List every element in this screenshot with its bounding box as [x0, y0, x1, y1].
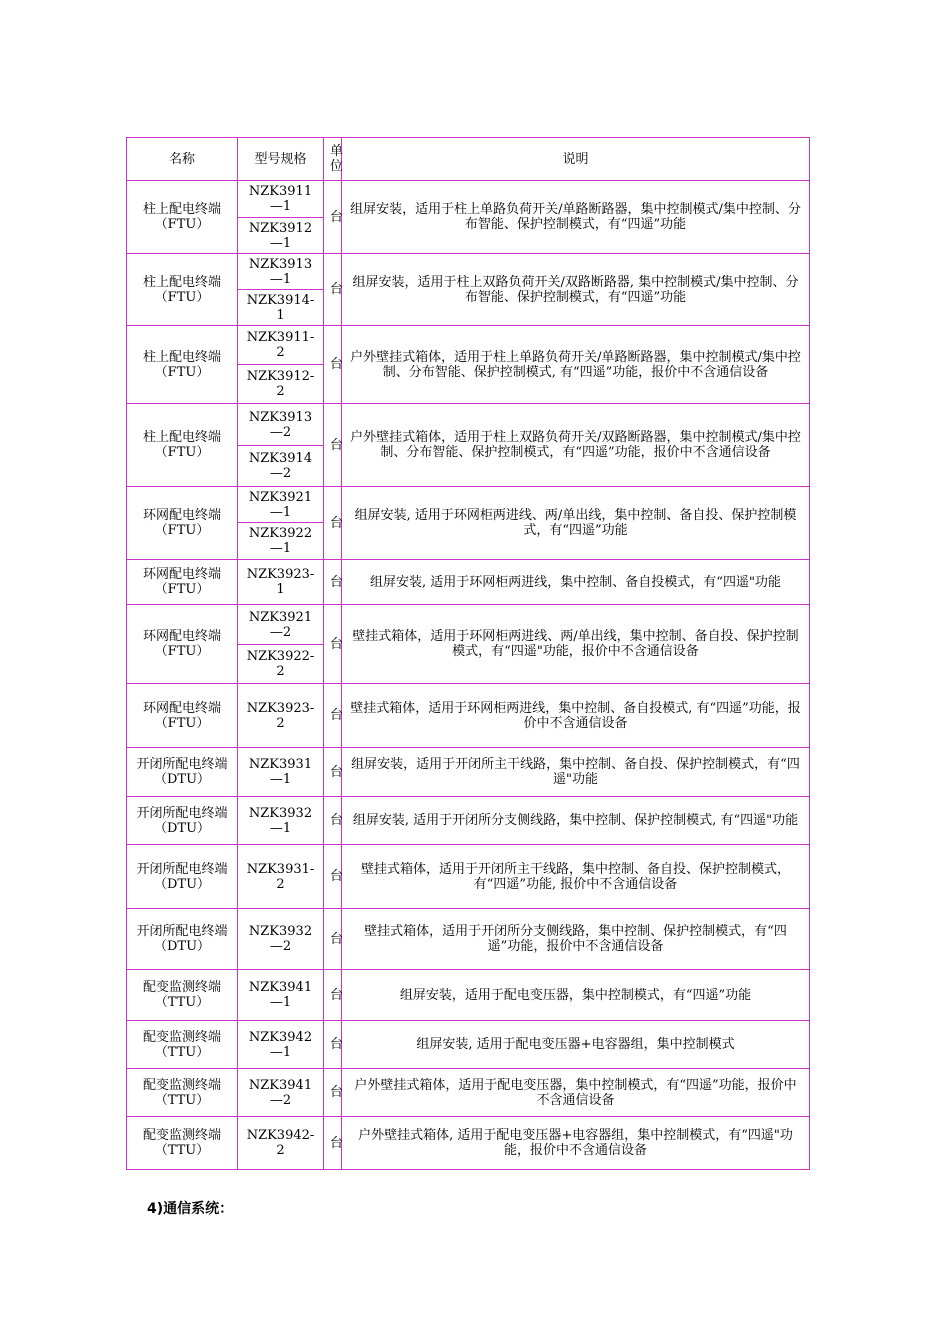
table-row [127, 1021, 810, 1069]
description-cell: 壁挂式箱体，适用于环网柜两进线、两/单出线，集中控制、备自投、保护控制模式，有“四遥"功能，报价中不含通信设备 [342, 605, 810, 684]
name-cell: 开闭所配电终端（DTU） [127, 909, 238, 970]
description-cell: 户外壁挂式箱体, 适用于配电变压器+电容器组，集中控制模式，有“四遥"功能，报价中不含通信设备 [342, 1117, 810, 1170]
unit-cell: 台 [324, 684, 342, 748]
unit-cell: 台 [324, 845, 342, 909]
model-cell: NZK3932—2 [238, 909, 324, 970]
model-cell: NZK3931-2 [238, 845, 324, 909]
model-cell: NZK3922-2 [238, 645, 324, 684]
unit-cell: 台 [324, 1021, 342, 1069]
table-row [127, 748, 810, 797]
unit-cell: 台 [324, 605, 342, 684]
table-row [127, 1117, 810, 1170]
model-cell: NZK3941—1 [238, 970, 324, 1021]
model-cell: NZK3913—1 [238, 254, 324, 290]
model-cell: NZK3912—1 [238, 218, 324, 254]
name-cell: 配变监测终端（TTU） [127, 1021, 238, 1069]
table-row [127, 326, 810, 365]
unit-cell: 台 [324, 560, 342, 605]
name-cell: 环网配电终端（FTU） [127, 560, 238, 605]
description-cell: 组屏安装, 适用于环网柜两进线，集中控制、备自投模式，有“四遥"功能 [342, 560, 810, 605]
header-unit: 单位 [324, 138, 342, 181]
description-cell: 组屏安装，适用于柱上双路负荷开关/双路断路器, 集中控制模式/集中控制、分布智能、保护控制模式，有“四遥”功能 [342, 254, 810, 326]
name-cell: 配变监测终端（TTU） [127, 1069, 238, 1117]
model-cell: NZK3942-2 [238, 1117, 324, 1170]
unit-cell: 台 [324, 254, 342, 326]
name-cell: 柱上配电终端（FTU） [127, 181, 238, 254]
description-cell: 壁挂式箱体，适用于开闭所主干线路，集中控制、备自投、保护控制模式，有“四遥”功能, 报价中不含通信设备 [342, 845, 810, 909]
unit-cell: 台 [324, 487, 342, 560]
name-cell: 开闭所配电终端（DTU） [127, 797, 238, 845]
name-cell: 柱上配电终端（FTU） [127, 326, 238, 404]
model-cell: NZK3912-2 [238, 365, 324, 404]
model-cell: NZK3911-2 [238, 326, 324, 365]
model-cell: NZK3913—2 [238, 404, 324, 446]
table-row [127, 404, 810, 446]
description-cell: 组屏安装, 适用于开闭所分支侧线路，集中控制、保护控制模式, 有“四遥"功能 [342, 797, 810, 845]
name-cell: 柱上配电终端（FTU） [127, 404, 238, 487]
description-cell: 户外壁挂式箱体，适用于配电变压器，集中控制模式，有“四遥”功能，报价中不含通信设备 [342, 1069, 810, 1117]
table-row [127, 970, 810, 1021]
model-cell: NZK3942—1 [238, 1021, 324, 1069]
name-cell: 环网配电终端（FTU） [127, 487, 238, 560]
model-cell: NZK3931—1 [238, 748, 324, 797]
description-cell: 组屏安装，适用于柱上单路负荷开关/单路断路器，集中控制模式/集中控制、分布智能、保护控制模式，有“四遥”功能 [342, 181, 810, 254]
description-cell: 户外壁挂式箱体，适用于柱上单路负荷开关/单路断路器，集中控制模式/集中控制、分布智能、保护控制模式, 有“四遥”功能，报价中不含通信设备 [342, 326, 810, 404]
name-cell: 开闭所配电终端（DTU） [127, 748, 238, 797]
table-row [127, 684, 810, 748]
description-cell: 壁挂式箱体，适用于环网柜两进线，集中控制、备自投模式, 有“四遥”功能，报价中不含通信设备 [342, 684, 810, 748]
model-cell: NZK3911—1 [238, 181, 324, 218]
table-row [127, 605, 810, 645]
model-cell: NZK3922—1 [238, 523, 324, 560]
model-cell: NZK3941—2 [238, 1069, 324, 1117]
name-cell: 开闭所配电终端（DTU） [127, 845, 238, 909]
unit-cell: 台 [324, 1069, 342, 1117]
unit-cell: 台 [324, 797, 342, 845]
unit-cell: 台 [324, 326, 342, 404]
unit-cell: 台 [324, 181, 342, 254]
header-desc: 说明 [342, 138, 810, 181]
model-cell: NZK3932—1 [238, 797, 324, 845]
name-cell: 配变监测终端（TTU） [127, 970, 238, 1021]
name-cell: 环网配电终端（FTU） [127, 684, 238, 748]
model-cell: NZK3921—1 [238, 487, 324, 523]
header-model: 型号规格 [238, 138, 324, 181]
name-cell: 柱上配电终端（FTU） [127, 254, 238, 326]
section-heading: 4)通信系统： [147, 1201, 234, 1217]
model-cell: NZK3914-1 [238, 290, 324, 326]
model-cell: NZK3923-2 [238, 684, 324, 748]
unit-cell: 台 [324, 1117, 342, 1170]
header-name: 名称 [127, 138, 238, 181]
table-row [127, 560, 810, 605]
description-cell: 组屏安装，适用于配电变压器，集中控制模式，有“四遥”功能 [342, 970, 810, 1021]
description-cell: 壁挂式箱体，适用于开闭所分支侧线路，集中控制、保护控制模式，有“四遥”功能，报价中不含通信设备 [342, 909, 810, 970]
table-header-row [127, 138, 810, 181]
unit-cell: 台 [324, 909, 342, 970]
model-cell: NZK3914—2 [238, 446, 324, 487]
table-row [127, 487, 810, 523]
description-cell: 组屏安装, 适用于配电变压器+电容器组，集中控制模式 [342, 1021, 810, 1069]
name-cell: 配变监测终端（TTU） [127, 1117, 238, 1170]
table-row [127, 254, 810, 290]
table-row [127, 181, 810, 218]
description-cell: 组屏安装，适用于开闭所主干线路，集中控制、备自投、保护控制模式，有“四遥"功能 [342, 748, 810, 797]
table-row [127, 1069, 810, 1117]
description-cell: 户外壁挂式箱体，适用于柱上双路负荷开关/双路断路器，集中控制模式/集中控制、分布智能、保护控制模式，有“四遥”功能，报价中不含通信设备 [342, 404, 810, 487]
spec-table [126, 137, 810, 1170]
unit-cell: 台 [324, 970, 342, 1021]
name-cell: 环网配电终端（FTU） [127, 605, 238, 684]
table-row [127, 797, 810, 845]
table-row [127, 909, 810, 970]
model-cell: NZK3921—2 [238, 605, 324, 645]
unit-cell: 台 [324, 404, 342, 487]
description-cell: 组屏安装, 适用于环网柜两进线、两/单出线，集中控制、备自投、保护控制模式，有“四遥”功能 [342, 487, 810, 560]
unit-cell: 台 [324, 748, 342, 797]
table-row [127, 845, 810, 909]
model-cell: NZK3923-1 [238, 560, 324, 605]
